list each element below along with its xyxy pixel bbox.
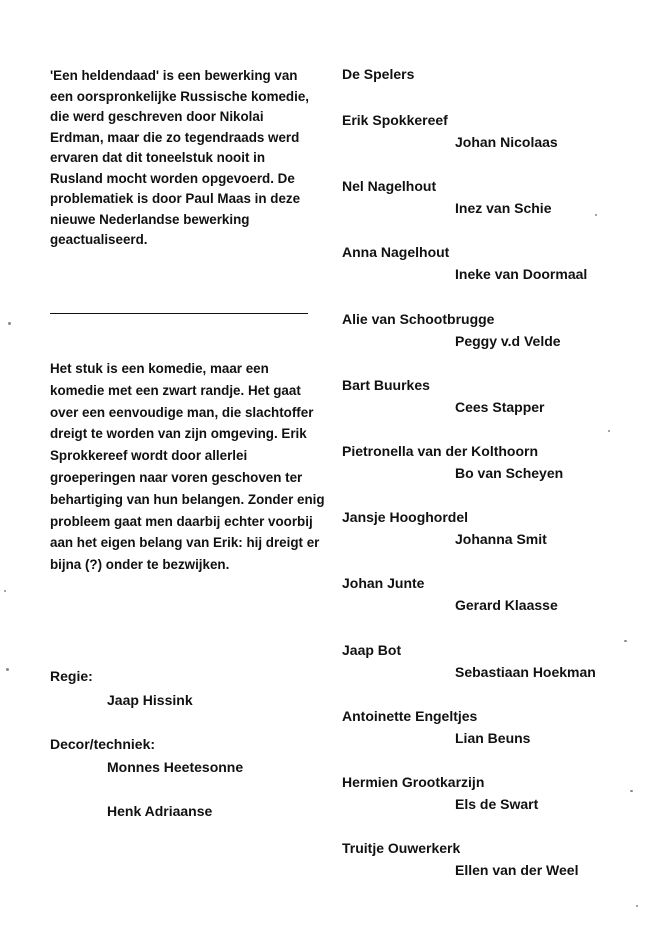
cast-actor: Sebastiaan Hoekman <box>455 663 596 680</box>
cast-role: Nel Nagelhout <box>342 178 437 195</box>
scan-speck <box>8 322 11 325</box>
cast-role: Erik Spokkereef <box>342 112 448 128</box>
cast-role: Johan Junte <box>342 575 425 592</box>
cast-actor: Bo van Scheyen <box>455 465 564 481</box>
decor-name-2: Henk Adriaanse <box>107 803 213 819</box>
cast-actor: Johanna Smit <box>455 531 547 548</box>
cast-role: Pietronella van der Kolthoorn <box>342 443 539 459</box>
scan-speck <box>624 640 627 642</box>
scan-speck <box>595 214 597 216</box>
intro-paragraph: 'Een heldendaad' is een bewerking van een oorspronkelijke Russische komedie, die werd geschreven door Nikolai Erdman, maar die zo tegendraads werd ervaren dat dit toneelstuk nooit in Rusland mocht worden opgevoerd. De problematiek is door Paul Maas in deze nieuwe Nederlandse bewerking geactualiseerd. <box>50 68 309 247</box>
cast-actor: Ellen van der Weel <box>455 862 579 879</box>
cast-role: Jaap Bot <box>342 641 402 658</box>
cast-actor: Cees Stapper <box>455 398 545 415</box>
cast-heading: De Spelers <box>342 66 415 82</box>
decor-name-1: Monnes Heetesonne <box>107 759 244 775</box>
decor-label: Decor/techniek: <box>50 736 156 752</box>
regie-name: Jaap Hissink <box>107 692 193 708</box>
intro-section <box>50 66 320 251</box>
cast-role: Alie van Schootbrugge <box>342 310 495 327</box>
cast-actor: Inez van Schie <box>455 200 552 217</box>
divider-line <box>50 313 308 314</box>
scan-speck <box>630 790 633 792</box>
cast-actor: Gerard Klaasse <box>455 597 558 614</box>
cast-actor: Johan Nicolaas <box>455 134 558 150</box>
scan-speck <box>636 905 638 907</box>
scan-speck <box>608 430 610 432</box>
scan-speck <box>4 590 6 592</box>
cast-actor: Lian Beuns <box>455 729 531 746</box>
cast-role: Antoinette Engeltjes <box>342 707 478 724</box>
regie-label: Regie: <box>50 668 93 684</box>
description-paragraph: Het stuk is een komedie, maar een komedie met een zwart randje. Het gaat over een eenvoudige man, die slachtoffer dreigt te worden van zijn omgeving. Erik Sprokkereef wordt door allerlei groeperingen naar voren geschoven ter behartiging van hun belangen. Zonder enig probleem gaat men daarbij echter voorbij aan het eigen belang van Erik: hij dreigt er bijna (?) onder te bezwijken. <box>50 361 325 573</box>
cast-role: Bart Buurkes <box>342 376 430 393</box>
cast-role: Hermien Grootkarzijn <box>342 774 485 790</box>
scan-speck <box>6 668 9 671</box>
cast-actor: Ineke van Doormaal <box>455 266 588 283</box>
cast-role: Jansje Hooghordel <box>342 509 469 526</box>
cast-role: Truitje Ouwerkerk <box>342 840 461 857</box>
cast-role: Anna Nagelhout <box>342 244 450 261</box>
cast-actor: Peggy v.d Velde <box>455 332 561 349</box>
cast-actor: Els de Swart <box>455 796 539 812</box>
